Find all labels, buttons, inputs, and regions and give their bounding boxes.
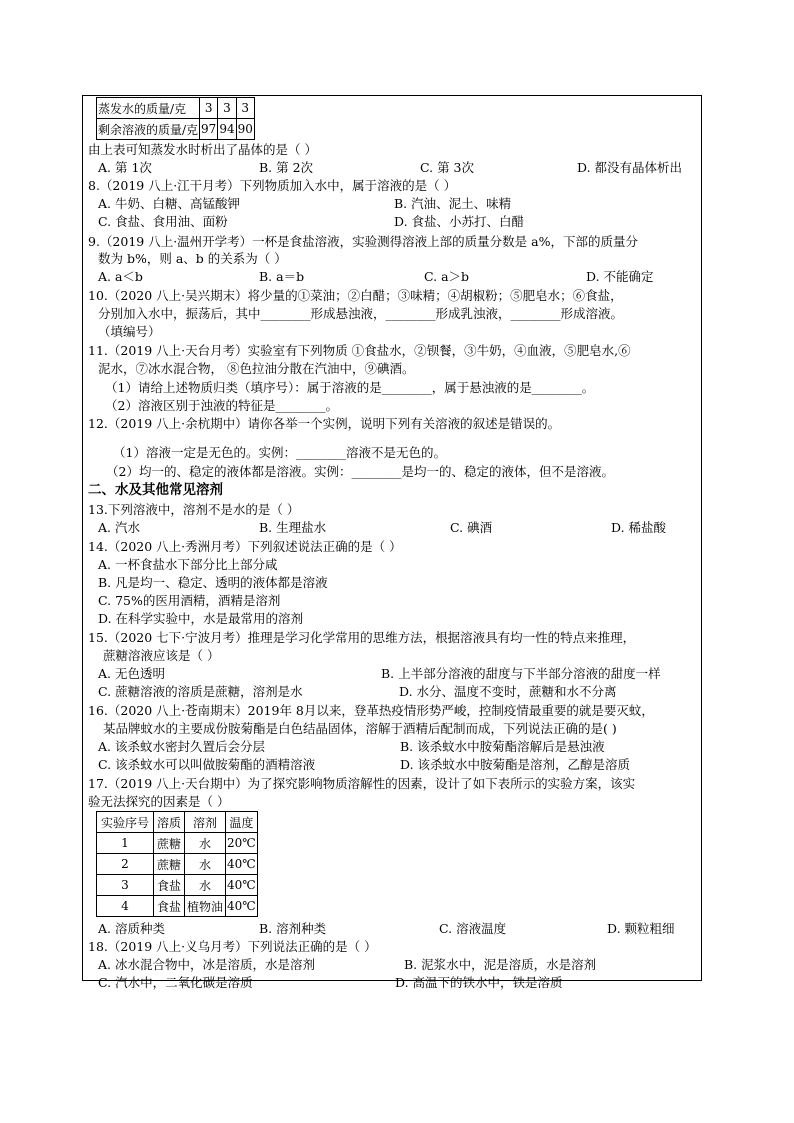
question-11-line2: 泥水，⑦冰水混合物， ⑧色拉油分散在汽油中，⑨碘酒。 — [98, 361, 415, 376]
table-cell: 1 — [97, 833, 154, 854]
table-cell: 94 — [218, 119, 236, 140]
q17-option-b: B. 溶剂种类 — [259, 921, 327, 936]
table-cell: 40℃ — [226, 875, 258, 896]
question-12-part1: （1）溶液一定是无色的。实例：________溶液不是无色的。 — [113, 445, 446, 460]
question-10-line1: 10.（2020 八上·吴兴期末）将少量的①菜油；②白醋；③味精；④胡椒粉；⑤肥皂水；⑥食盐， — [88, 288, 623, 303]
q8-option-b: B. 汽油、泥土、味精 — [394, 196, 512, 211]
question-10-line3: （填编号） — [98, 324, 161, 339]
q15-option-c: C. 蔗糖溶液的溶质是蔗糖，溶剂是水 — [98, 684, 303, 699]
column-header: 实验序号 — [97, 812, 154, 833]
table-cell: 4 — [97, 896, 154, 917]
q13-option-d: D. 稀盐酸 — [611, 520, 667, 535]
q8-option-a: A. 牛奶、白糖、高锰酸钾 — [98, 196, 240, 211]
question-15-stem-line1: 15.（2020 七下·宁波月考）推理是学习化学常用的思维方法，根据溶液具有均一性的特点来推理， — [88, 630, 636, 645]
table-cell: 食盐 — [154, 875, 185, 896]
q18-option-b: B. 泥浆水中，泥是溶质，水是溶剂 — [404, 957, 597, 972]
table-cell: 40℃ — [226, 854, 258, 875]
question-16-stem-line1: 16.（2020 八上·苍南期末）2019年 8月以来，登革热疫情形势严峻，控制疫情最重要的就是要灭蚊， — [88, 703, 654, 718]
question-9-stem-line2: 数为 b%，则 a、b 的关系为（ ） — [98, 251, 287, 266]
table-header-row — [97, 812, 258, 833]
table-cell: 90 — [236, 119, 254, 140]
q17-option-d: D. 颗粒粗细 — [607, 921, 675, 936]
q7-option-b: B. 第 2次 — [259, 160, 314, 175]
q17-option-a: A. 溶质种类 — [98, 921, 165, 936]
table-cell: 蔗糖 — [154, 854, 185, 875]
q14-option-d: D. 在科学实验中，水是最常用的溶剂 — [98, 611, 304, 626]
question-13-stem: 13.下列溶液中，溶剂不是水的是（ ） — [88, 502, 300, 517]
table-cell: 水 — [185, 833, 226, 854]
question-14-stem: 14.（2020 八上·秀洲月考）下列叙述说法正确的是（ ） — [88, 539, 402, 554]
q7-option-d: D. 都没有晶体析出 — [577, 160, 683, 175]
table-row — [97, 854, 258, 875]
q13-option-c: C. 碘酒 — [450, 520, 493, 535]
q9-option-d: D. 不能确定 — [586, 269, 654, 284]
q14-option-a: A. 一杯食盐水下部分比上部分咸 — [98, 557, 278, 572]
table-cell: 3 — [97, 875, 154, 896]
table-cell: 3 — [200, 98, 218, 119]
question-16-stem-line2: 某品牌蚊水的主要成份胺菊酯是白色结晶固体，溶解于酒精后配制而成，下列说法正确的是( ) — [103, 721, 617, 736]
table-cell: 3 — [218, 98, 236, 119]
table-cell: 食盐 — [154, 896, 185, 917]
q7-option-a: A. 第 1次 — [98, 160, 152, 175]
q13-option-a: A. 汽水 — [98, 520, 140, 535]
question-10-line2: 分别加入水中，振荡后，其中________形成悬浊液，________形成乳浊液，________形成溶液。 — [98, 306, 624, 321]
question-11-line4: （2）溶液区别于浊液的特征是________。 — [105, 398, 338, 413]
q13-option-b: B. 生理盐水 — [259, 520, 327, 535]
q14-option-b: B. 凡是均一、稳定、透明的液体都是溶液 — [98, 575, 328, 590]
table-cell: 植物油 — [185, 896, 226, 917]
q16-option-a: A. 该杀蚊水密封久置后会分层 — [98, 739, 265, 754]
table-cell: 2 — [97, 854, 154, 875]
q15-option-b: B. 上半部分溶液的甜度与下半部分溶液的甜度一样 — [381, 666, 661, 681]
column-header: 溶剂 — [185, 812, 226, 833]
question-11-line3: （1）请给上述物质归类（填序号）：属于溶液的是________，属于悬浊液的是________。 — [105, 380, 595, 395]
q18-option-d: D. 高温下的铁水中，铁是溶质 — [395, 975, 563, 990]
table-cell: 蔗糖 — [154, 833, 185, 854]
q18-option-a: A. 冰水混合物中，冰是溶质，水是溶剂 — [98, 957, 315, 972]
q8-option-d: D. 食盐、小苏打、白醋 — [394, 214, 525, 229]
q9-option-b: B. a＝b — [259, 269, 305, 284]
table-row — [97, 98, 255, 119]
question-12-part2: （2）均一的、稳定的液体都是溶液。实例：________是均一的、稳定的液体，但不是溶液。 — [106, 464, 614, 479]
q16-option-d: D. 该杀蚊水中胺菊酯是溶剂，乙醇是溶质 — [400, 757, 631, 772]
table-row — [97, 833, 258, 854]
row-label: 蒸发水的质量/克 — [97, 98, 200, 119]
table-cell: 97 — [200, 119, 218, 140]
table-cell: 水 — [185, 854, 226, 875]
question-15-stem-line2: 蔗糖溶液应该是（ ） — [103, 648, 220, 663]
q15-option-d: D. 水分、温度不变时，蔗糖和水不分离 — [399, 684, 617, 699]
q7-option-c: C. 第 3次 — [420, 160, 474, 175]
section-heading: 二、水及其他常见溶剂 — [88, 482, 223, 498]
table-row — [97, 875, 258, 896]
q15-option-a: A. 无色透明 — [98, 666, 165, 681]
q9-option-c: C. a＞b — [424, 269, 470, 284]
question-18-stem: 18.（2019 八上·义乌月考）下列说法正确的是（ ） — [88, 939, 377, 954]
question-8-stem: 8.（2019 八上·江干月考）下列物质加入水中，属于溶液的是（ ） — [88, 178, 457, 193]
question-17-stem-line2: 验无法探究的因素是（ ） — [88, 794, 230, 809]
q9-option-a: A. a＜b — [98, 269, 143, 284]
question-9-stem-line1: 9.（2019 八上·温州开学考）一杯是食盐溶液，实验测得溶液上部的质量分数是 a%，下部的质量分 — [88, 234, 638, 249]
table-cell: 40℃ — [226, 896, 258, 917]
table-cell: 3 — [236, 98, 254, 119]
experiment-table — [96, 811, 258, 917]
question-11-line1: 11.（2019 八上·天台月考）实验室有下列物质 ①食盐水，②钡餐，③牛奶，④血液，⑤肥皂水,⑥ — [88, 343, 631, 358]
row-label: 剩余溶液的质量/克 — [97, 119, 200, 140]
table-row — [97, 896, 258, 917]
evaporation-table — [96, 97, 255, 140]
column-header: 溶质 — [154, 812, 185, 833]
question-7-stem: 由上表可知蒸发水时析出了晶体的是（ ） — [88, 142, 317, 157]
q17-option-c: C. 溶液温度 — [439, 921, 507, 936]
q16-option-b: B. 该杀蚊水中胺菊酯溶解后是悬浊液 — [400, 739, 605, 754]
table-cell: 20℃ — [226, 833, 258, 854]
table-cell: 水 — [185, 875, 226, 896]
table-row — [97, 119, 255, 140]
question-17-stem-line1: 17.（2019 八上·天台期中）为了探究影响物质溶解性的因素，设计了如下表所示的实验方案，该实 — [88, 776, 636, 791]
question-12-stem: 12.（2019 八上·余杭期中）请你各举一个实例，说明下列有关溶液的叙述是错误的。 — [88, 416, 561, 431]
q18-option-c: C. 汽水中，二氧化碳是溶质 — [98, 975, 253, 990]
column-header: 温度 — [226, 812, 258, 833]
q16-option-c: C. 该杀蚊水可以叫做胺菊酯的酒精溶液 — [98, 757, 316, 772]
q14-option-c: C. 75%的医用酒精，酒精是溶剂 — [98, 593, 281, 608]
q8-option-c: C. 食盐、食用油、面粉 — [98, 214, 228, 229]
